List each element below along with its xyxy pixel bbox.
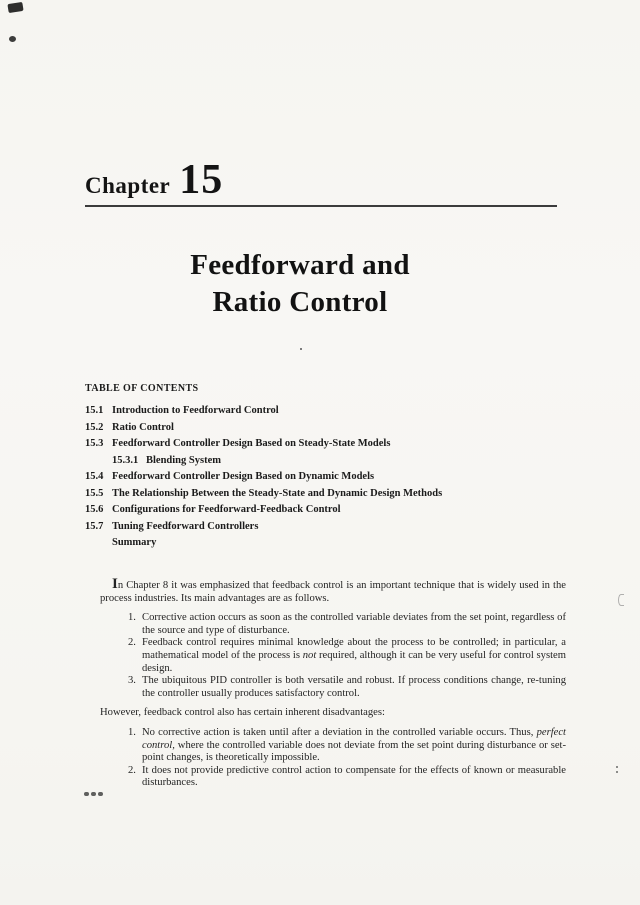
list-item-number: 3. bbox=[128, 675, 136, 687]
toc-item-title: Tuning Feedforward Controllers bbox=[112, 520, 259, 532]
advantages-list bbox=[100, 612, 566, 700]
toc-item bbox=[85, 436, 565, 453]
toc-item-title: Configurations for Feedforward-Feedback Control bbox=[112, 504, 341, 515]
list-item-text-em: perfect control, bbox=[142, 726, 566, 751]
list-item-text-em: not bbox=[302, 649, 317, 661]
partial-page-number bbox=[84, 792, 89, 796]
toc-item-title: Feedforward Controller Design Based on Dynamic Models bbox=[112, 471, 375, 482]
toc-item-title: Introduction to Feedforward Control bbox=[112, 405, 279, 416]
list-item-text-pre: It does not provide predictive control action to compensate for the effects of known or measurable disturbances. bbox=[142, 764, 566, 789]
intro-paragraph bbox=[100, 578, 566, 605]
chapter-rule bbox=[85, 205, 557, 207]
disadvantages-list bbox=[100, 727, 566, 790]
list-item bbox=[100, 675, 566, 700]
intro-text: n Chapter 8 it was emphasized that feedback control is an important technique that is widely used in the process industries. Its main advantages are as follows. bbox=[100, 580, 566, 604]
toc-item-title: Summary bbox=[112, 537, 157, 548]
scan-artifact bbox=[300, 348, 302, 350]
list-item bbox=[100, 612, 566, 637]
scan-artifact bbox=[7, 2, 23, 13]
toc-item-title: Feedforward Controller Design Based on Steady-State Models bbox=[112, 438, 391, 449]
chapter-title-line1: Feedforward and bbox=[190, 249, 410, 281]
list-item-number: 2. bbox=[128, 637, 136, 649]
scan-artifact bbox=[618, 594, 624, 606]
list-item-number: 1. bbox=[128, 612, 136, 624]
toc-item bbox=[85, 535, 565, 552]
scan-artifact bbox=[616, 766, 618, 768]
list-item bbox=[100, 765, 566, 790]
list-item-text bbox=[142, 612, 566, 637]
toc-item bbox=[85, 469, 565, 486]
scan-artifact bbox=[9, 36, 16, 42]
chapter-title bbox=[0, 247, 600, 321]
toc-item bbox=[85, 420, 565, 437]
toc-item bbox=[85, 519, 565, 536]
toc-item-number: 15.5 bbox=[85, 487, 104, 499]
list-item-text-pre: No corrective action is taken until after a deviation in the controlled variable occurs. Thus, bbox=[142, 726, 537, 738]
chapter-number: 15 bbox=[179, 157, 224, 203]
list-item-text-post: required, although it can be very useful for control system design. bbox=[142, 649, 566, 674]
body-text bbox=[100, 578, 566, 797]
toc-item-number: 15.4 bbox=[85, 471, 104, 482]
list-item-text bbox=[142, 637, 566, 675]
list-item-number: 1. bbox=[128, 726, 136, 738]
table-of-contents bbox=[85, 383, 565, 552]
list-item-text-pre: Feedback control requires minimal knowledge about the process to be controlled; in particular, a mathematical model of the process is bbox=[142, 637, 566, 661]
toc-item-number: 15.3 bbox=[85, 438, 104, 449]
list-item-text bbox=[142, 675, 566, 700]
list-item bbox=[100, 727, 566, 765]
toc-item-number: 15.1 bbox=[85, 405, 104, 416]
list-item-number: 2. bbox=[128, 764, 136, 776]
toc-item bbox=[85, 403, 565, 420]
transition-paragraph: However, feedback control also has certain inherent disadvantages: bbox=[100, 707, 385, 719]
intro-dropcap: I bbox=[112, 576, 118, 592]
toc-item-number: 15.3.1 bbox=[112, 454, 139, 466]
list-item bbox=[100, 637, 566, 675]
toc-item-number: 15.2 bbox=[85, 421, 104, 433]
toc-subitem bbox=[85, 453, 565, 470]
list-item-text bbox=[142, 765, 566, 790]
toc-item bbox=[85, 502, 565, 519]
toc-item-title: Blending System bbox=[146, 454, 221, 466]
list-item-text-pre: The ubiquitous PID controller is both versatile and robust. If process conditions change, re-tuning the controller usually produces satisfactory control. bbox=[142, 675, 566, 699]
list-item-text-post: where the controlled variable does not deviate from the set point during disturbance or set-point changes, is theoretically impossible. bbox=[142, 739, 566, 764]
toc-item-number: 15.6 bbox=[85, 504, 104, 515]
toc-item-number: 15.7 bbox=[85, 520, 104, 532]
chapter-heading bbox=[85, 156, 223, 204]
toc-item-title: Ratio Control bbox=[112, 421, 174, 433]
list-item-text-pre: Corrective action occurs as soon as the controlled variable deviates from the set point, regardless of the source and type of disturbance. bbox=[142, 612, 566, 636]
chapter-title-line2: Ratio Control bbox=[212, 286, 388, 318]
toc-item bbox=[85, 486, 565, 503]
chapter-label: Chapter bbox=[85, 173, 171, 198]
toc-heading: TABLE OF CONTENTS bbox=[85, 383, 199, 394]
list-item-text bbox=[142, 727, 566, 765]
toc-item-title: The Relationship Between the Steady-State and Dynamic Design Methods bbox=[112, 487, 443, 499]
